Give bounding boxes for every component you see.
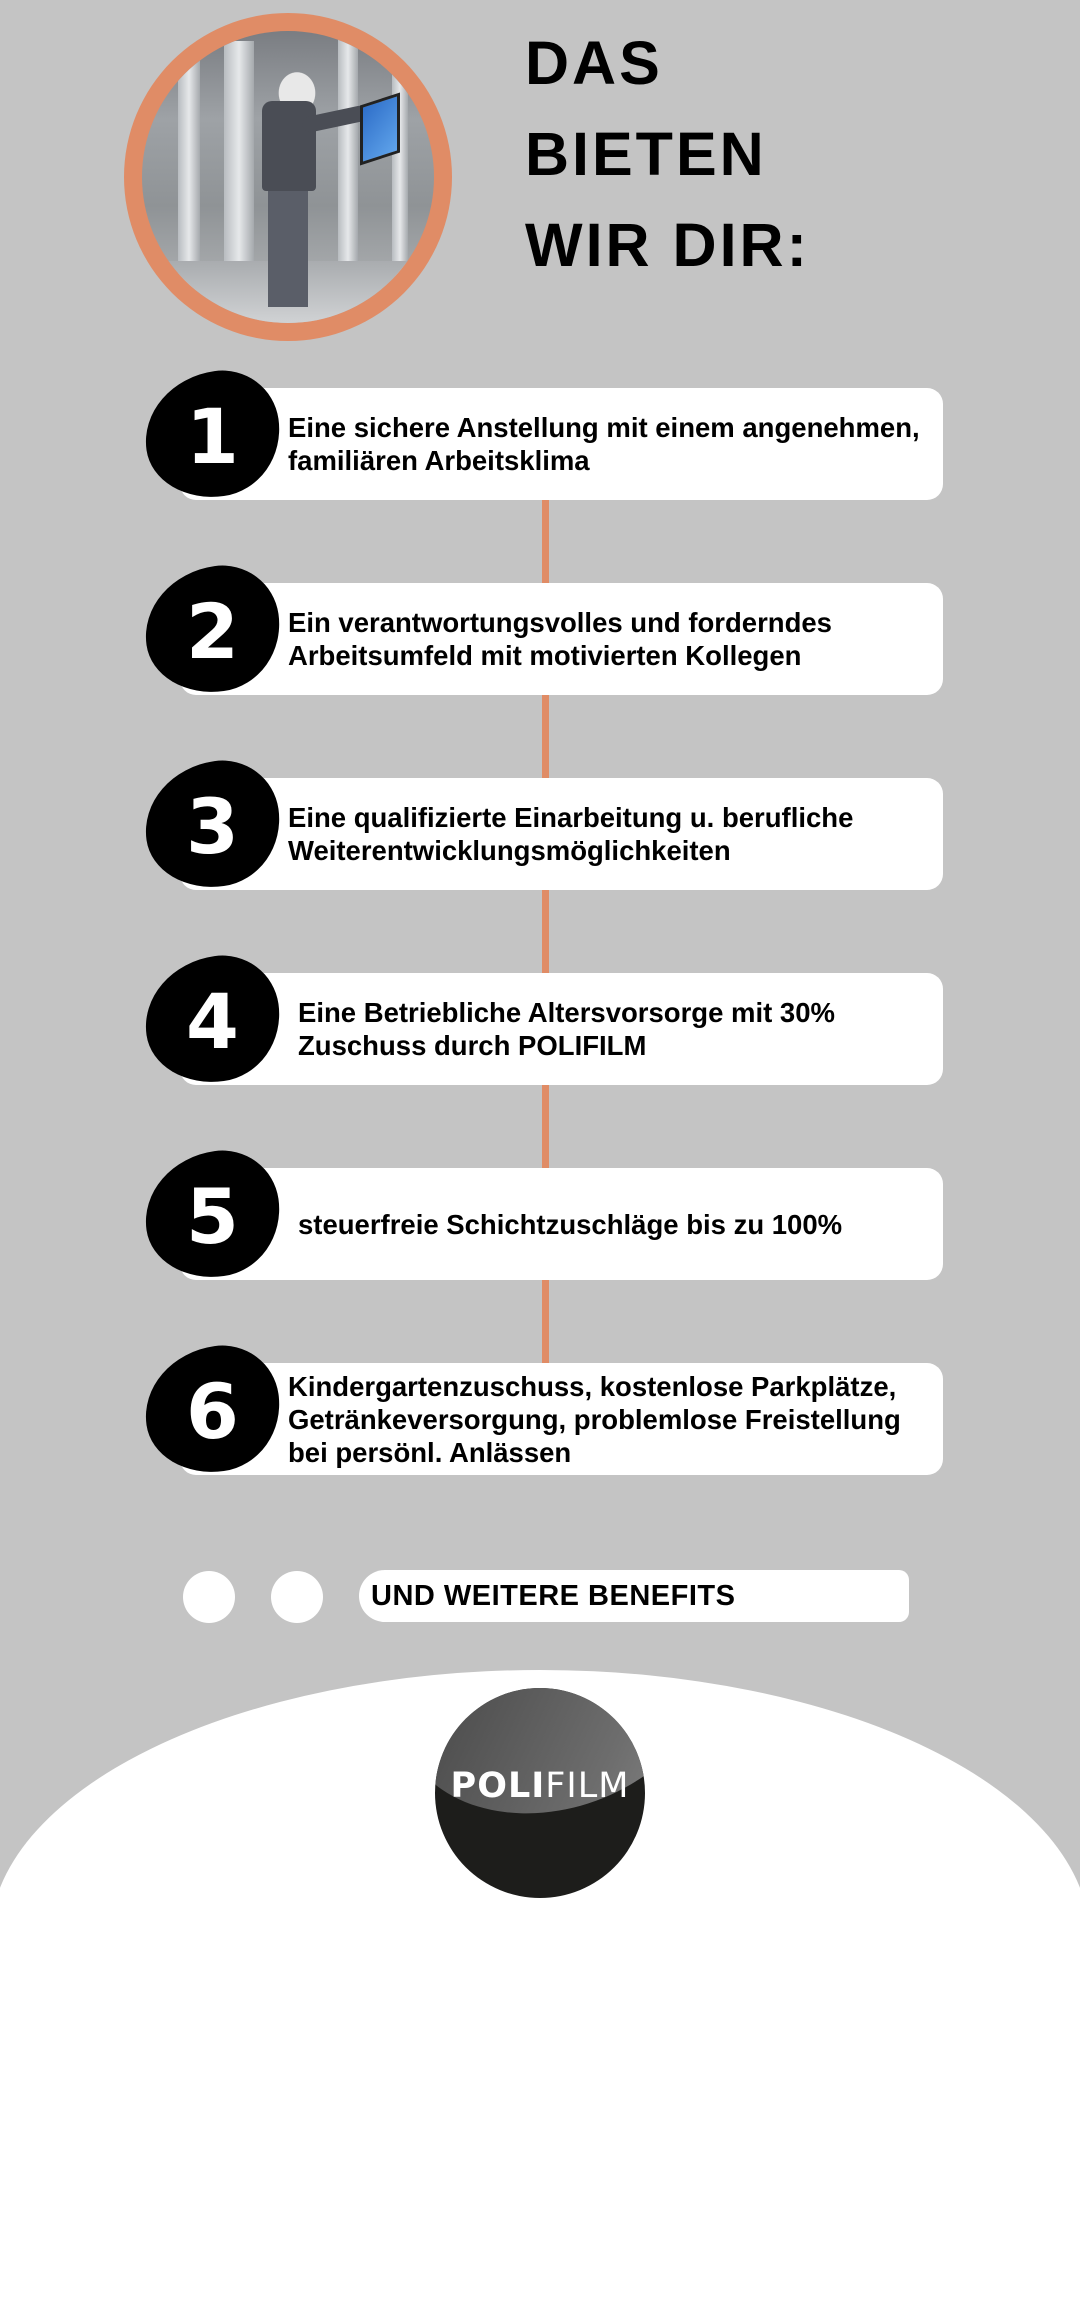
benefit-item-1 <box>145 372 945 512</box>
decorative-dot <box>271 1571 323 1623</box>
more-benefits-banner <box>359 1570 909 1622</box>
title-line-2: BIETEN <box>525 120 767 188</box>
title-line-1: DAS <box>525 29 663 97</box>
more-benefits-label: UND WEITERE BENEFITS <box>371 1579 736 1612</box>
benefit-text: Eine qualifizierte Einarbeitung u. berufliche Weiterentwicklungsmöglichkeiten <box>288 802 854 866</box>
benefit-item-4 <box>145 957 945 1097</box>
benefit-number: 5 <box>186 1172 239 1261</box>
logo-wordmark-light: FILM <box>545 1766 630 1806</box>
benefit-item-2 <box>145 567 945 707</box>
benefit-item-6 <box>145 1347 945 1487</box>
benefit-number: 2 <box>186 587 239 676</box>
benefit-number: 3 <box>186 782 239 871</box>
benefit-text: Ein verantwortungsvolles und forderndes Arbeitsumfeld mit motivierten Kollegen <box>288 607 832 671</box>
benefit-text: Kindergartenzuschuss, kostenlose Parkplätze, Getränkeversorgung, problemlose Freistellung bei persönl. Anlässen <box>288 1370 901 1468</box>
logo-wordmark-bold: POLI <box>450 1766 546 1806</box>
benefit-item-5 <box>145 1152 945 1292</box>
benefit-item-3 <box>145 762 945 902</box>
title-line-3: WIR DIR: <box>525 211 810 279</box>
page-title <box>525 18 810 291</box>
benefit-number: 6 <box>186 1367 239 1456</box>
benefit-text: Eine Betriebliche Altersvorsorge mit 30% Zuschuss durch POLIFILM <box>298 997 835 1061</box>
benefit-text: steuerfreie Schichtzuschläge bis zu 100% <box>298 1208 843 1240</box>
benefit-number: 1 <box>186 392 239 481</box>
logo-wordmark <box>435 1766 645 1806</box>
benefit-text: Eine sichere Anstellung mit einem angenehmen, familiären Arbeitsklima <box>288 412 920 476</box>
header-photo-frame <box>124 13 452 341</box>
polifilm-logo <box>435 1688 645 1898</box>
factory-worker-photo <box>142 31 434 323</box>
decorative-dot <box>183 1571 235 1623</box>
benefit-number: 4 <box>186 977 239 1066</box>
